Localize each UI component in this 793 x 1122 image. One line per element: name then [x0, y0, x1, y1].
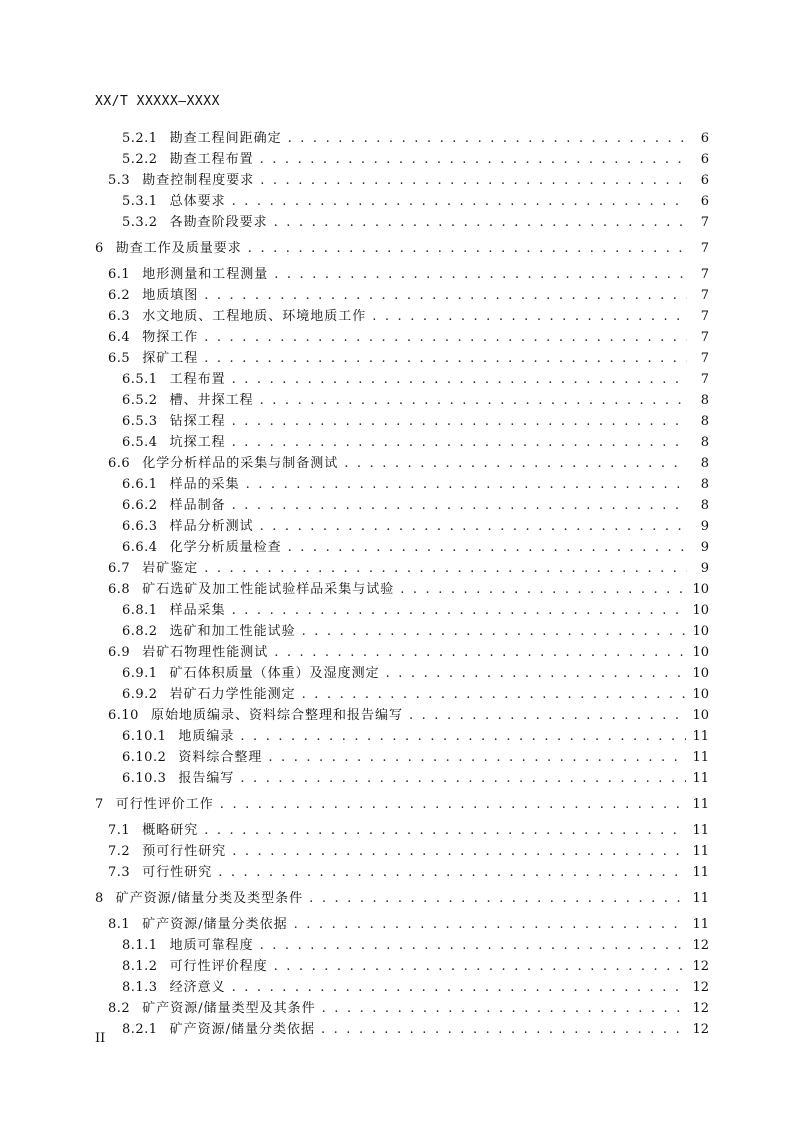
toc-entry-number: 6 — [95, 241, 104, 256]
dot-leader — [204, 348, 687, 369]
toc-entry-title: 勘查工程布置 — [169, 152, 254, 167]
dot-leader — [260, 170, 687, 191]
toc-entry-title: 总体要求 — [169, 194, 226, 209]
toc-entry[interactable] — [0, 726, 793, 747]
toc-entry-title: 概略研究 — [142, 823, 199, 838]
toc-entry[interactable] — [0, 935, 793, 956]
toc-entry[interactable] — [0, 558, 793, 579]
dot-leader — [302, 684, 687, 705]
toc-entry-title: 样品分析测试 — [169, 519, 254, 534]
dot-leader — [232, 411, 687, 432]
toc-entry-number: 5.2.2 — [122, 152, 158, 167]
toc-entry-number: 6.4 — [108, 330, 131, 345]
toc-entry[interactable] — [0, 149, 793, 170]
toc-entry[interactable] — [0, 411, 793, 432]
toc-entry-number: 5.3 — [108, 173, 131, 188]
toc-entry[interactable] — [0, 862, 793, 883]
toc-entry-title: 勘查控制程度要求 — [142, 173, 255, 188]
toc-entry-page: 10 — [692, 687, 709, 702]
dot-leader — [274, 642, 686, 663]
toc-entry[interactable] — [0, 914, 793, 935]
toc-entry[interactable] — [0, 306, 793, 327]
toc-entry-title: 地质填图 — [142, 288, 199, 303]
toc-entry-page: 12 — [692, 1022, 709, 1037]
dot-leader — [288, 128, 687, 149]
dot-leader — [302, 621, 687, 642]
toc-entry-page: 10 — [692, 708, 709, 723]
toc-entry-number: 6.9 — [108, 645, 131, 660]
toc-entry-number: 8.2.1 — [122, 1022, 158, 1037]
toc-entry[interactable] — [0, 621, 793, 642]
toc-entry-title: 可行性评价工作 — [115, 797, 214, 812]
toc-entry-number: 6.5 — [108, 351, 131, 366]
dot-leader — [232, 369, 687, 390]
toc-entry-page: 10 — [692, 582, 709, 597]
toc-entry[interactable] — [0, 537, 793, 558]
toc-entry-title: 矿产资源/储量类型及其条件 — [142, 1001, 316, 1016]
toc-entry-number: 7.2 — [108, 844, 131, 859]
toc-entry-page: 11 — [692, 823, 709, 838]
toc-entry-number: 6.6.2 — [122, 498, 158, 513]
dot-leader — [240, 768, 686, 789]
toc-entry-number: 6.8.2 — [122, 624, 158, 639]
toc-entry-page: 10 — [692, 624, 709, 639]
toc-entry-title: 经济意义 — [169, 980, 226, 995]
dot-leader — [204, 558, 687, 579]
toc-entry[interactable] — [0, 642, 793, 663]
toc-entry-page: 9 — [700, 540, 709, 555]
toc-entry-page: 11 — [692, 750, 709, 765]
toc-entry-number: 6.8.1 — [122, 603, 158, 618]
toc-entry-title: 化学分析质量检查 — [169, 540, 282, 555]
toc-entry[interactable] — [0, 390, 793, 411]
toc-entry-page: 8 — [700, 498, 709, 513]
toc-entry-title: 地质可靠程度 — [169, 938, 254, 953]
toc-entry-number: 7 — [95, 797, 104, 812]
toc-entry-title: 选矿和加工性能试验 — [169, 624, 296, 639]
toc-entry-page: 7 — [700, 288, 709, 303]
toc-entry[interactable] — [0, 600, 793, 621]
dot-leader — [274, 264, 687, 285]
toc-entry-page: 11 — [692, 797, 709, 812]
toc-entry-number: 8.2 — [108, 1001, 131, 1016]
toc-entry[interactable] — [0, 264, 793, 285]
toc-entry[interactable] — [0, 579, 793, 600]
dot-leader — [309, 888, 686, 909]
toc-entry-title: 勘查工作及质量要求 — [115, 241, 242, 256]
toc-entry-number: 6.5.2 — [122, 393, 158, 408]
dot-leader — [288, 537, 687, 558]
toc-entry-page: 11 — [692, 771, 709, 786]
toc-entry-title: 坑探工程 — [169, 435, 226, 450]
toc-entry-number: 6.5.1 — [122, 372, 158, 387]
toc-entry-title: 槽、井探工程 — [169, 393, 254, 408]
standard-code-header: XX/T XXXXX—XXXX — [95, 94, 220, 109]
dot-leader — [260, 935, 687, 956]
dot-leader — [232, 841, 686, 862]
toc-entry-page: 7 — [700, 309, 709, 324]
toc-entry-title: 矿石体积质量（体重）及湿度测定 — [169, 666, 380, 681]
toc-entry-page: 8 — [700, 393, 709, 408]
dot-leader — [268, 747, 686, 768]
dot-leader — [232, 977, 687, 998]
dot-leader — [246, 474, 687, 495]
toc-entry-page: 7 — [700, 351, 709, 366]
toc-entry[interactable] — [0, 794, 793, 815]
dot-leader — [294, 914, 687, 935]
toc-entry-title: 工程布置 — [169, 372, 226, 387]
toc-entry-title: 各勘查阶段要求 — [169, 215, 268, 230]
toc-entry-page: 9 — [700, 561, 709, 576]
toc-entry-page: 7 — [700, 241, 709, 256]
toc-entry[interactable] — [0, 888, 793, 909]
toc-entry-number: 8.1.3 — [122, 980, 158, 995]
dot-leader — [204, 820, 686, 841]
toc-entry[interactable] — [0, 191, 793, 212]
dot-leader — [321, 1019, 686, 1040]
toc-entry[interactable] — [0, 820, 793, 841]
toc-entry-number: 6.6.4 — [122, 540, 158, 555]
toc-entry-number: 6.6.1 — [122, 477, 158, 492]
toc-entry-title: 样品的采集 — [169, 477, 240, 492]
page-number-footer: II — [95, 1031, 106, 1046]
toc-entry-page: 11 — [692, 917, 709, 932]
dot-leader — [220, 794, 687, 815]
toc-entry-page: 8 — [700, 477, 709, 492]
toc-entry-title: 化学分析样品的采集与制备测试 — [142, 456, 339, 471]
dot-leader — [274, 212, 687, 233]
toc-entry-title: 矿产资源/储量分类依据 — [169, 1022, 315, 1037]
toc-entry-page: 7 — [700, 267, 709, 282]
toc-entry[interactable] — [0, 348, 793, 369]
toc-entry-title: 探矿工程 — [142, 351, 199, 366]
toc-entry-page: 11 — [692, 729, 709, 744]
toc-entry-page: 6 — [700, 152, 709, 167]
dot-leader — [372, 306, 687, 327]
toc-entry-title: 岩矿石物理性能测试 — [142, 645, 269, 660]
toc-entry[interactable] — [0, 495, 793, 516]
dot-leader — [240, 726, 686, 747]
toc-entry-page: 11 — [692, 844, 709, 859]
toc-entry-number: 6.9.1 — [122, 666, 158, 681]
toc-entry-page: 12 — [692, 938, 709, 953]
toc-entry[interactable] — [0, 128, 793, 149]
toc-entry-number: 8.1 — [108, 917, 131, 932]
dot-leader — [232, 600, 687, 621]
dot-leader — [260, 149, 687, 170]
toc-entry-number: 8.1.1 — [122, 938, 158, 953]
toc-entry-number: 6.1 — [108, 267, 131, 282]
toc-entry[interactable] — [0, 170, 793, 191]
toc-entry[interactable] — [0, 432, 793, 453]
toc-entry-page: 7 — [700, 372, 709, 387]
toc-entry-title: 物探工作 — [142, 330, 199, 345]
toc-entry-title: 地形测量和工程测量 — [142, 267, 269, 282]
toc-entry-title: 矿产资源/储量分类及类型条件 — [115, 891, 304, 906]
toc-entry-page: 6 — [700, 131, 709, 146]
toc-entry-page: 9 — [700, 519, 709, 534]
toc-entry-title: 报告编写 — [178, 771, 235, 786]
toc-entry-title: 水文地质、工程地质、环境地质工作 — [142, 309, 367, 324]
toc-entry[interactable] — [0, 474, 793, 495]
dot-leader — [322, 998, 687, 1019]
toc-entry-number: 8.1.2 — [122, 959, 158, 974]
toc-entry-page: 12 — [692, 1001, 709, 1016]
toc-entry-title: 岩矿鉴定 — [142, 561, 199, 576]
toc-entry-number: 6.6 — [108, 456, 131, 471]
table-of-contents — [0, 128, 793, 1040]
toc-entry-number: 5.3.2 — [122, 215, 158, 230]
toc-entry-page: 8 — [700, 435, 709, 450]
toc-entry[interactable] — [0, 684, 793, 705]
toc-entry-title: 矿产资源/储量分类依据 — [142, 917, 288, 932]
toc-entry-number: 5.3.1 — [122, 194, 158, 209]
toc-entry-page: 10 — [692, 645, 709, 660]
toc-entry-title: 样品采集 — [169, 603, 226, 618]
toc-entry-number: 5.2.1 — [122, 131, 158, 146]
toc-entry-title: 样品制备 — [169, 498, 226, 513]
toc-entry[interactable] — [0, 705, 793, 726]
toc-entry-page: 8 — [700, 456, 709, 471]
toc-entry[interactable] — [0, 956, 793, 977]
toc-entry-number: 6.3 — [108, 309, 131, 324]
toc-entry[interactable] — [0, 663, 793, 684]
toc-entry-number: 6.6.3 — [122, 519, 158, 534]
toc-entry-title: 可行性评价程度 — [169, 959, 268, 974]
toc-entry-page: 11 — [692, 865, 709, 880]
toc-entry-title: 原始地质编录、资料综合整理和报告编写 — [150, 708, 403, 723]
dot-leader — [260, 516, 687, 537]
toc-entry-page: 7 — [700, 330, 709, 345]
dot-leader — [204, 327, 687, 348]
toc-entry-title: 岩矿石力学性能测定 — [169, 687, 296, 702]
toc-entry[interactable] — [0, 212, 793, 233]
toc-entry-number: 6.10.1 — [122, 729, 167, 744]
toc-entry-page: 6 — [700, 173, 709, 188]
toc-entry-number: 6.10.3 — [122, 771, 167, 786]
toc-entry-page: 12 — [692, 959, 709, 974]
toc-entry-number: 6.10 — [108, 708, 139, 723]
toc-entry[interactable] — [0, 747, 793, 768]
dot-leader — [274, 956, 687, 977]
toc-entry-title: 预可行性研究 — [142, 844, 227, 859]
toc-entry-title: 可行性研究 — [142, 865, 213, 880]
toc-entry-number: 8 — [95, 891, 104, 906]
toc-entry-number: 6.7 — [108, 561, 131, 576]
dot-leader — [409, 705, 686, 726]
toc-entry-number: 7.1 — [108, 823, 131, 838]
dot-leader — [386, 663, 687, 684]
toc-entry-title: 钻探工程 — [169, 414, 226, 429]
dot-leader — [204, 285, 687, 306]
dot-leader — [232, 432, 687, 453]
dot-leader — [232, 495, 687, 516]
toc-entry[interactable] — [0, 768, 793, 789]
toc-entry[interactable] — [0, 285, 793, 306]
toc-entry-number: 6.2 — [108, 288, 131, 303]
dot-leader — [248, 238, 687, 259]
toc-entry[interactable] — [0, 841, 793, 862]
toc-entry-page: 8 — [700, 414, 709, 429]
toc-entry-page: 12 — [692, 980, 709, 995]
toc-entry[interactable] — [0, 1019, 793, 1040]
toc-entry-page: 11 — [692, 891, 709, 906]
toc-entry-number: 6.5.4 — [122, 435, 158, 450]
toc-entry-page: 6 — [700, 194, 709, 209]
toc-entry[interactable] — [0, 369, 793, 390]
toc-entry[interactable] — [0, 977, 793, 998]
toc-entry-number: 6.9.2 — [122, 687, 158, 702]
toc-entry-page: 10 — [692, 666, 709, 681]
toc-entry-page: 10 — [692, 603, 709, 618]
toc-entry-number: 6.10.2 — [122, 750, 167, 765]
dot-leader — [344, 453, 687, 474]
toc-entry-number: 7.3 — [108, 865, 131, 880]
toc-entry[interactable] — [0, 327, 793, 348]
dot-leader — [260, 390, 687, 411]
toc-entry-title: 矿石选矿及加工性能试验样品采集与试验 — [142, 582, 395, 597]
toc-entry-title: 资料综合整理 — [178, 750, 263, 765]
dot-leader — [218, 862, 686, 883]
toc-entry[interactable] — [0, 453, 793, 474]
toc-entry-number: 6.8 — [108, 582, 131, 597]
dot-leader — [400, 579, 686, 600]
toc-entry-title: 地质编录 — [178, 729, 235, 744]
toc-entry[interactable] — [0, 238, 793, 259]
toc-entry[interactable] — [0, 998, 793, 1019]
dot-leader — [232, 191, 687, 212]
toc-entry-page: 7 — [700, 215, 709, 230]
toc-entry-number: 6.5.3 — [122, 414, 158, 429]
toc-entry-title: 勘查工程间距确定 — [169, 131, 282, 146]
toc-entry[interactable] — [0, 516, 793, 537]
